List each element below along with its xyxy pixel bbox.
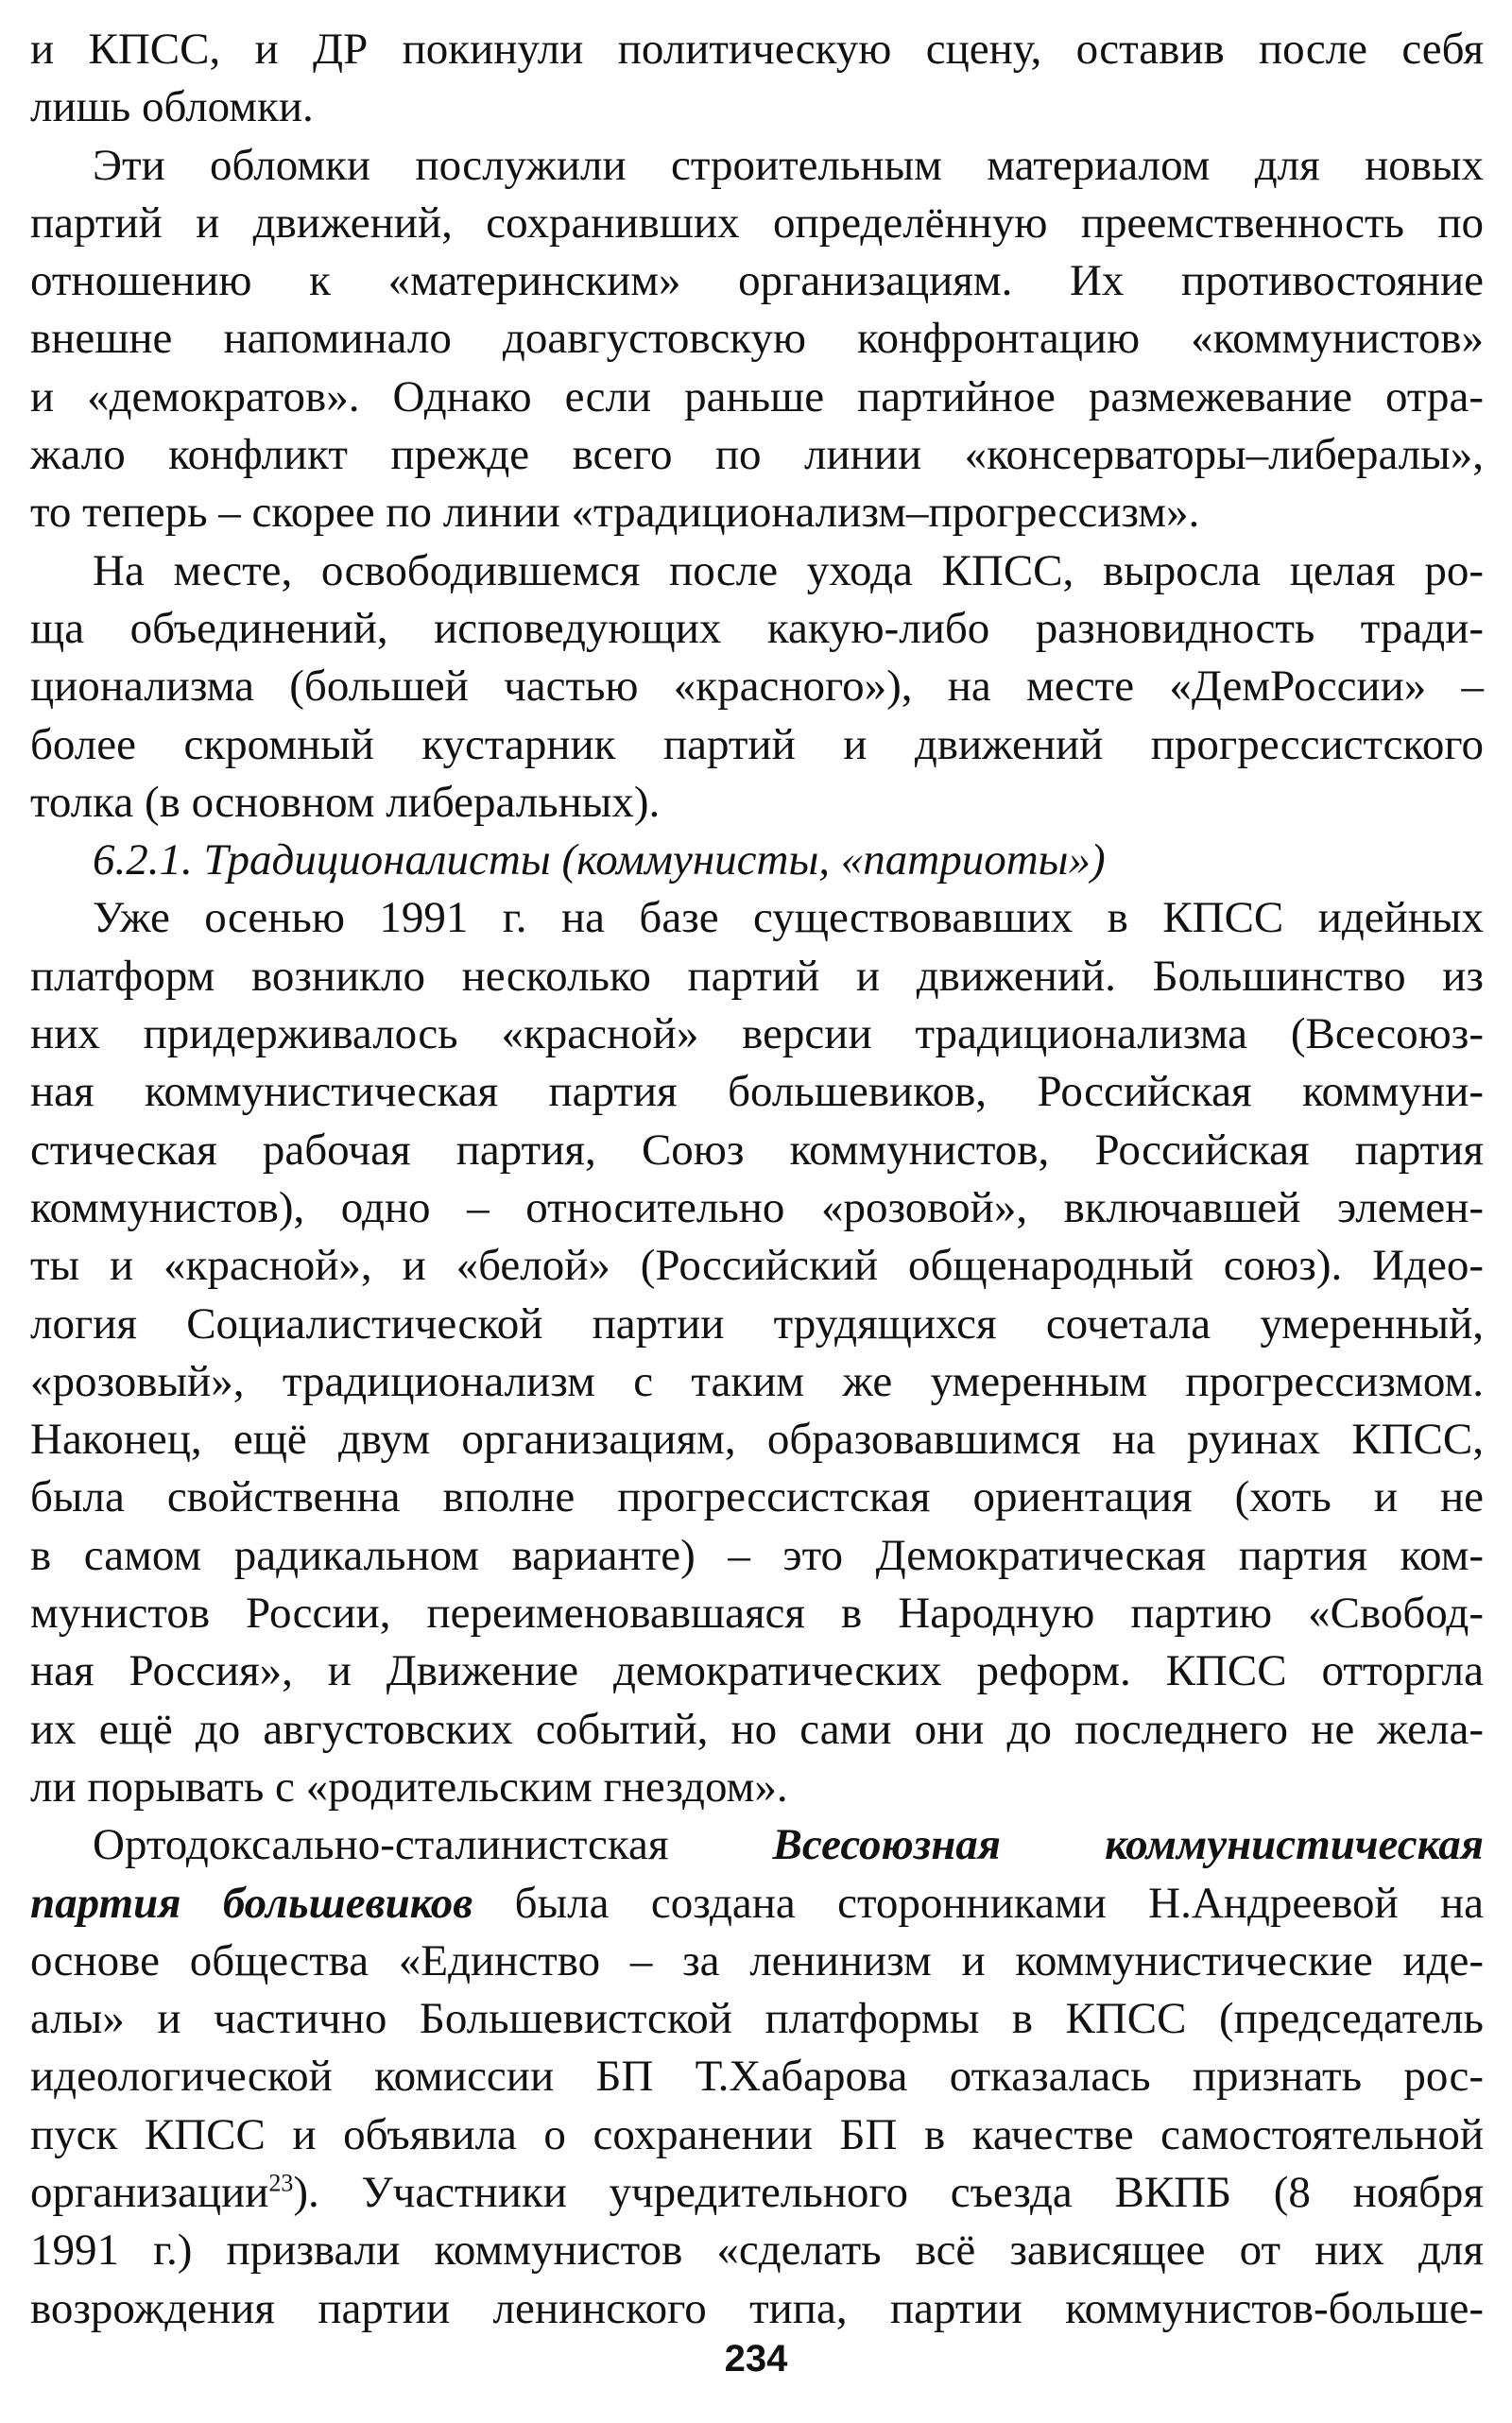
text-line: пуск КПСС и объявила о сохранении БП в качестве самостоятельной <box>30 2109 1484 2159</box>
text-line: алы» и частично Большевистской платформы в КПСС (председатель <box>30 1994 1484 2044</box>
paragraph-autumn-1991 <box>30 889 1484 1816</box>
text-line: внешне напоминало доавгустовскую конфронтацию «коммунистов» <box>30 314 1484 364</box>
text-line: ли порывать с «родительским гнездом». <box>30 1761 788 1812</box>
text-line: была свойственна вполне прогрессистская ориентация (хоть и не <box>30 1472 1484 1522</box>
text-line: то теперь – скорее по линии «традиционализм–прогрессизм». <box>30 488 1200 538</box>
text-run: была создана сторонниками Н.Андреевой на <box>472 1878 1485 1928</box>
text-line: ционализма (большей частью «красного»), на месте «ДемРоссии» – <box>30 662 1484 712</box>
page-body <box>30 21 1484 2338</box>
text-run: ). Участники учредительного съезда ВКПБ (8 ноября <box>293 2167 1484 2217</box>
text-line <box>30 1816 1484 1874</box>
text-line: и «демократов». Однако если раньше партийное размежевание отра- <box>30 371 1484 421</box>
section-heading: 6.2.1. Традиционалисты (коммунисты, «патриоты») <box>93 835 1106 885</box>
page-number: 234 <box>724 2338 788 2380</box>
text-line: идеологической комиссии БП Т.Хабарова отказалась признать рос- <box>30 2052 1484 2102</box>
text-line: ты и «красной», и «белой» (Российский общенародный союз). Идео- <box>30 1241 1484 1291</box>
text-line <box>30 2164 1484 2222</box>
text-line: Эти обломки послужили строительным материалом для новых <box>93 140 1484 190</box>
text-line: 1991 г.) призвали коммунистов «сделать всё зависящее от них для <box>30 2225 1484 2276</box>
emphasis-party-name: Всесоюзная коммунистическая <box>772 1820 1484 1870</box>
text-line <box>30 1875 1484 1933</box>
text-line: Наконец, ещё двум организациям, образовавшимся на руинах КПСС, <box>30 1415 1484 1465</box>
text-line: мунистов России, переименовавшаяся в Народную партию «Свобод- <box>30 1589 1484 1639</box>
text-line: «розовый», традиционализм с таким же умеренным прогрессизмом. <box>30 1356 1484 1406</box>
text-line: и КПСС, и ДР покинули политическую сцену, оставив после себя <box>30 25 1484 74</box>
text-line: в самом радикальном варианте) – это Демократическая партия ком- <box>30 1530 1484 1580</box>
text-line: ная коммунистическая партия большевиков, Российская коммуни- <box>30 1067 1484 1117</box>
text-line: коммунистов), одно – относительно «розовой», включавшей элемен- <box>30 1182 1484 1232</box>
text-run: организации <box>30 2167 269 2217</box>
paragraph-fragments <box>30 137 1484 542</box>
paragraph-grove <box>30 542 1484 832</box>
text-line: более скромный кустарник партий и движений прогрессистского <box>30 719 1484 769</box>
text-line: возрождения партии ленинского типа, партии коммунистов-больше- <box>30 2283 1484 2333</box>
text-line: отношению к «материнским» организациям. Их противостояние <box>30 256 1484 306</box>
text-line: них придерживалось «красной» версии традиционализма (Всесоюз- <box>30 1009 1484 1059</box>
text-line: партий и движений, сохранивших определённую преемственность по <box>30 198 1484 248</box>
text-line: ная Россия», и Движение демократических реформ. КПСС отторгла <box>30 1646 1484 1696</box>
text-line: На месте, освободившемся после ухода КПСС, выросла целая ро- <box>93 545 1484 595</box>
paragraph-continuation <box>30 21 1484 137</box>
text-run: Ортодоксально-сталинистская <box>93 1820 773 1870</box>
text-line: жало конфликт прежде всего по линии «консерваторы–либералы», <box>30 430 1484 480</box>
text-line: лишь обломки. <box>30 82 314 132</box>
text-line: их ещё до августовских событий, но сами они до последнего не жела- <box>30 1704 1484 1754</box>
emphasis-party-name: партия большевиков <box>30 1878 473 1928</box>
footnote-reference: 23 <box>268 2169 294 2197</box>
text-line: ща объединений, исповедующих какую-либо разновидность тради- <box>30 603 1484 653</box>
text-line: толка (в основном либеральных). <box>30 777 661 827</box>
paragraph-vkpb <box>30 1816 1484 2338</box>
text-line: стическая рабочая партия, Союз коммунистов, Российская партия <box>30 1125 1484 1175</box>
text-line: основе общества «Единство – за ленинизм и коммунистические иде- <box>30 1935 1484 1985</box>
text-line: логия Социалистической партии трудящихся сочетала умеренный, <box>30 1298 1484 1349</box>
text-line: Уже осенью 1991 г. на базе существовавших в КПСС идейных <box>93 893 1484 943</box>
text-line: платформ возникло несколько партий и движений. Большинство из <box>30 951 1484 1001</box>
